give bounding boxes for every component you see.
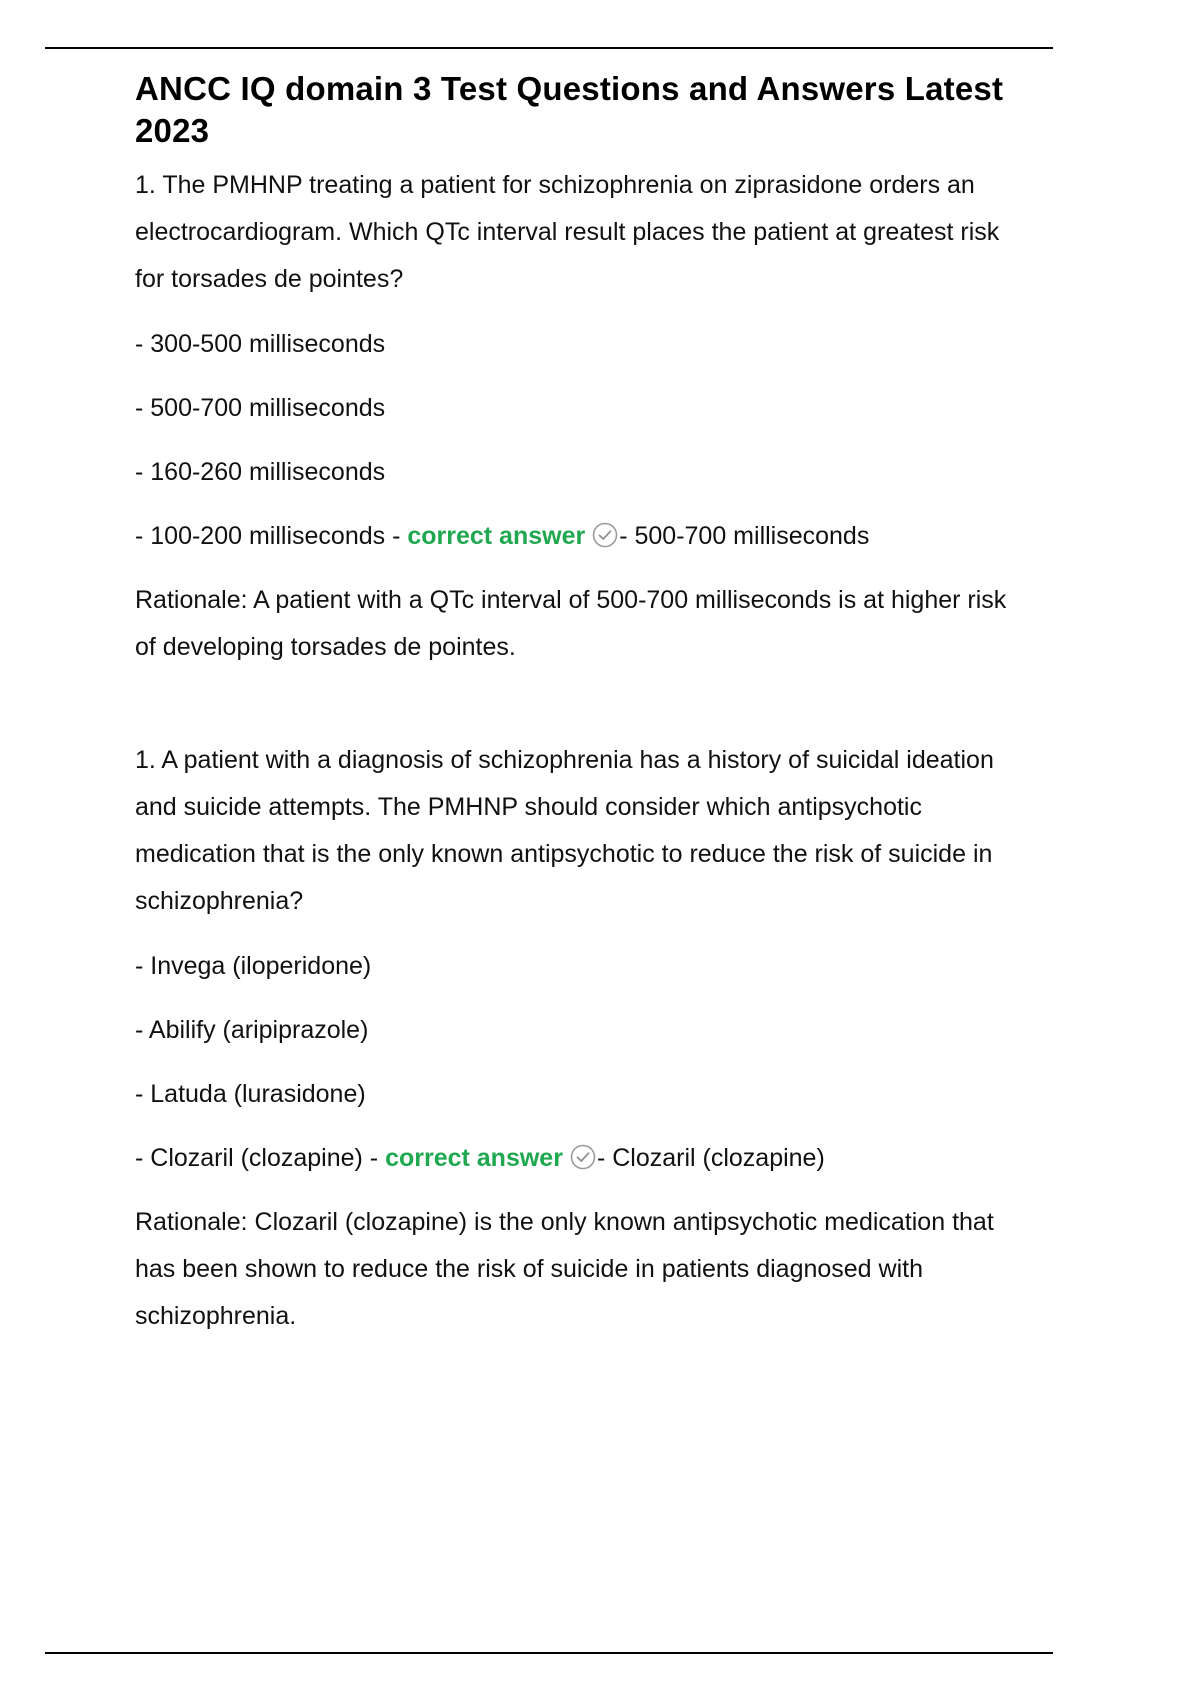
answer-line bbox=[135, 513, 1013, 560]
answer-option: - Latuda (lurasidone) bbox=[135, 1080, 366, 1109]
check-circle-icon bbox=[570, 1144, 596, 1170]
question-text: 1. The PMHNP treating a patient for schizophrenia on ziprasidone orders an electrocardiogram. Which QTc interval result places the patient at greatest risk for torsades de pointes? bbox=[135, 171, 1000, 294]
rationale-text: Rationale: A patient with a QTc interval of 500-700 milliseconds is at higher risk of developing torsades de pointes. bbox=[135, 586, 1007, 662]
answer-option: - Invega (iloperidone) bbox=[135, 952, 372, 981]
check-circle-icon bbox=[592, 522, 618, 548]
document-content bbox=[135, 68, 1013, 1340]
correct-answer-label: correct answer bbox=[385, 1144, 563, 1173]
answer-option-prefix: - Clozaril (clozapine) - bbox=[135, 1144, 386, 1173]
rationale-text: Rationale: Clozaril (clozapine) is the only known antipsychotic medication that has been shown to reduce the risk of suicide in patients diagnosed with schizophrenia. bbox=[135, 1208, 994, 1331]
answer-option: - 300-500 milliseconds bbox=[135, 330, 386, 359]
correct-answer-text: - Clozaril (clozapine) bbox=[596, 1144, 825, 1173]
answer-option: - Abilify (aripiprazole) bbox=[135, 1016, 369, 1045]
question-block-1 bbox=[135, 162, 1013, 671]
blank-paragraph-spacer bbox=[135, 671, 1013, 737]
answer-line bbox=[135, 1135, 1013, 1182]
correct-answer-label: correct answer bbox=[407, 522, 586, 551]
top-rule-divider bbox=[45, 47, 1053, 49]
bottom-rule-divider bbox=[45, 1652, 1053, 1654]
question-text: 1. A patient with a diagnosis of schizophrenia has a history of suicidal ideation and suicide attempts. The PMHNP should consider which antipsychotic medication that is the only known antipsychotic to reduce the risk of suicide in schizophrenia? bbox=[135, 746, 994, 916]
page-title: ANCC IQ domain 3 Test Questions and Answers Latest 2023 bbox=[135, 70, 1004, 150]
answer-option: - 500-700 milliseconds bbox=[135, 394, 386, 423]
answer-option: - 160-260 milliseconds bbox=[135, 458, 386, 487]
question-block-2 bbox=[135, 737, 1013, 1340]
correct-answer-text: - 500-700 milliseconds bbox=[619, 522, 870, 551]
answer-option-prefix: - 100-200 milliseconds - bbox=[135, 522, 408, 551]
